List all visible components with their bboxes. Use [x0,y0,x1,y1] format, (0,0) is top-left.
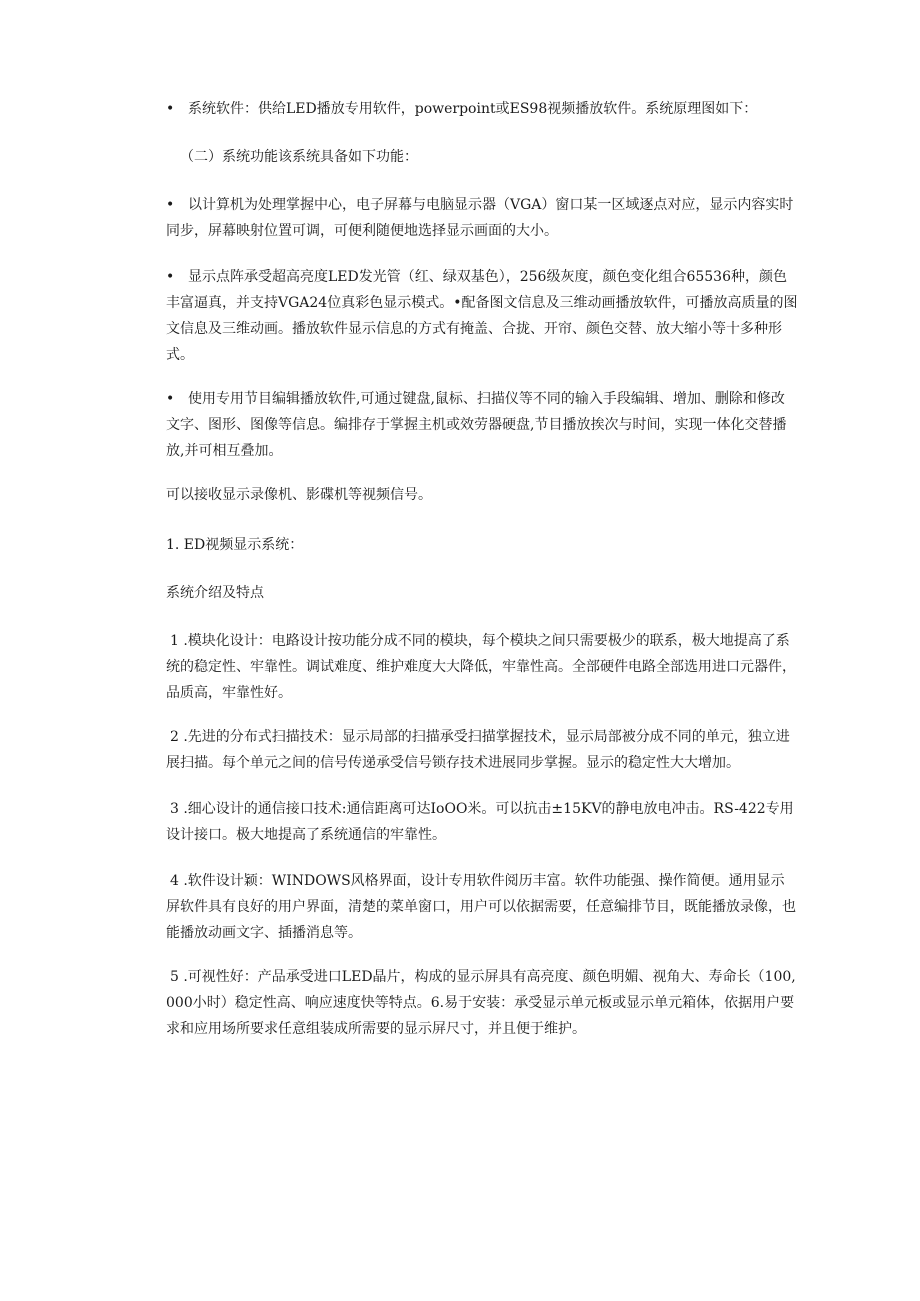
paragraph-feature-5 [166,964,798,1042]
paragraph-feature-4 [166,868,798,946]
paragraph-computer-control [166,192,798,244]
paragraph-led-video-system [166,532,798,558]
paragraph-editing-software [166,386,798,464]
paragraph-system-software [166,96,798,122]
paragraph-video-signal [166,482,798,508]
paragraph-text: 使用专用节目编辑播放软件,可通过键盘,鼠标、扫描仪等不同的输入手段编辑、增加、删除和修改文字、图形、图像等信息。编排存于掌握主机或效劳器硬盘,节目播放挨次与时间，实现一体化交替播放,并可相互叠加。 [166,391,787,459]
paragraph-text: 1. ED视频显示系统： [166,537,304,553]
paragraph-text: 3 .细心设计的通信接口技术:通信距离可达IoOO米。可以抗击±15KV的静电放电冲击。RS-422专用设计接口。极大地提高了系统通信的牢靠性。 [166,801,794,843]
bullet-icon: • [166,101,175,117]
paragraph-text: 系统软件：供给LED播放专用软件，powerpoint或ES98视频播放软件。系统原理图如下： [188,101,758,117]
paragraph-text: 显示点阵承受超高亮度LED发光管（红、绿双基色），256级灰度，颜色变化组合65536种，颜色丰富逼真，并支持VGA24位真彩色显示模式。•配备图文信息及三维动画播放软件，可播放高质量的图文信息及三维动画。播放软件显示信息的方式有掩盖、合拢、开帘、颜色交替、放大缩小等十多种形式。 [166,269,798,363]
paragraph-feature-1 [166,628,798,706]
paragraph-text: 2 .先进的分布式扫描技术：显示局部的扫描承受扫描掌握技术，显示局部被分成不同的单元，独立进展扫描。每个单元之间的信号传递承受信号锁存技术进展同步掌握。显示的稳定性大大增加。 [166,729,790,771]
paragraph-text: 系统介绍及特点 [166,585,264,601]
paragraph-feature-2 [166,724,798,776]
paragraph-text: 4 .软件设计颖：WINDOWS风格界面，设计专用软件阅历丰富。软件功能强、操作简便。通用显示屏软件具有良好的用户界面，清楚的菜单窗口，用户可以依据需要，任意编排节目，既能播放录像，也能播放动画文字、插播消息等。 [166,873,796,941]
bullet-icon: • [166,197,175,213]
bullet-icon: • [166,269,175,285]
paragraph-text: 5 .可视性好：产品承受进口LED晶片，构成的显示屏具有高亮度、颜色明媚、视角大、寿命长（100,000小时）稳定性高、响应速度快等特点。6.易于安装：承受显示单元板或显示单元箱体，依据用户要求和应用场所要求任意组装成所需要的显示屏尺寸，并且便于维护。 [166,969,796,1037]
paragraph-feature-3 [166,796,798,848]
bullet-icon: • [166,391,175,407]
section-heading: （二）系统功能该系统具备如下功能： [180,149,418,165]
paragraph-intro-features [166,580,798,606]
paragraph-section-heading [180,144,812,170]
paragraph-text: 1 .模块化设计：电路设计按功能分成不同的模块，每个模块之间只需要极少的联系，极大地提高了系统的稳定性、牢靠性。调试难度、维护难度大大降低，牢靠性高。全部硬件电路全部选用进口元器件，品质高，牢靠性好。 [166,633,796,701]
paragraph-led-display [166,264,798,368]
paragraph-text: 可以接收显示录像机、影碟机等视频信号。 [166,487,432,503]
paragraph-text: 以计算机为处理掌握中心，电子屏幕与电脑显示器（VGA）窗口某一区域逐点对应，显示内容实时同步，屏幕映射位置可调，可便利随便地选择显示画面的大小。 [166,197,794,239]
